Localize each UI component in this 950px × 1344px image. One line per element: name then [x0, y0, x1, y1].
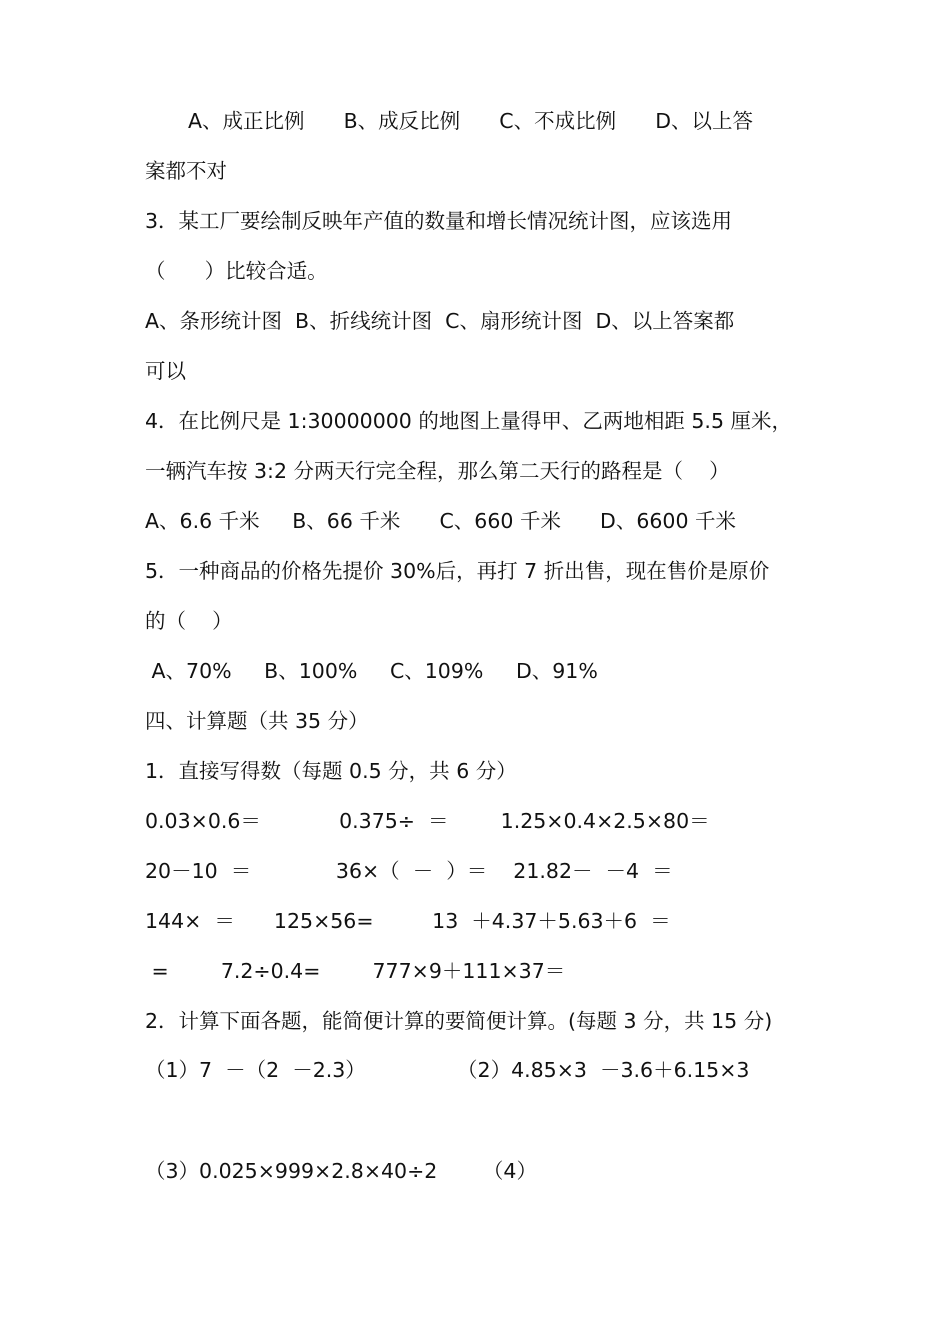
q5-question-continuation: 的（ ）: [145, 609, 233, 633]
calc-q2-heading: 2．计算下面各题，能简便计算的要简便计算。(每题 3 分，共 15 分): [145, 1009, 773, 1033]
q4-options-line: A、6.6 千米 B、66 千米 C、660 千米 D、6600 千米: [145, 509, 737, 533]
q2-options-continuation: 案都不对: [145, 159, 227, 183]
q3-options-line: A、条形统计图 B、折线统计图 C、扇形统计图 D、以上答案都: [145, 309, 735, 333]
q5-options-line: A、70% B、100% C、109% D、91%: [145, 659, 598, 683]
q3-question: 3．某工厂要绘制反映年产值的数量和增长情况统计图，应该选用: [145, 209, 733, 233]
calc-q1-heading: 1．直接写得数（每题 0.5 分，共 6 分）: [145, 759, 517, 783]
q2-options-line: A、成正比例 B、成反比例 C、不成比例 D、以上答: [188, 109, 753, 133]
calc-q2-row-2: （3）0.025×999×2.8×40÷2 （4）: [145, 1159, 537, 1183]
q3-options-continuation: 可以: [145, 359, 186, 383]
q5-question: 5．一种商品的价格先提价 30%后，再打 7 折出售，现在售价是原价: [145, 559, 770, 583]
calc-q2-row-1: （1）7 －（2 －2.3） （2）4.85×3 －3.6＋6.15×3: [145, 1058, 750, 1082]
q4-question: 4．在比例尺是 1:30000000 的地图上量得甲、乙两地相距 5.5 厘米，: [145, 409, 792, 433]
section-heading: 四、计算题（共 35 分）: [145, 709, 369, 733]
calc-row-2: 20－10 ＝ 36×（ － ）＝ 21.82－ －4 ＝: [145, 859, 673, 883]
calc-row-3: 144× ＝ 125×56= 13 ＋4.37＋5.63＋6 ＝: [145, 909, 671, 933]
calc-row-4: = 7.2÷0.4= 777×9＋111×37＝: [145, 959, 566, 983]
calc-row-1: 0.03×0.6＝ 0.375÷ ＝ 1.25×0.4×2.5×80＝: [145, 809, 710, 833]
q4-question-continuation: 一辆汽车按 3:2 分两天行完全程，那么第二天行的路程是（ ）: [145, 459, 730, 483]
q3-question-continuation: （ ）比较合适。: [145, 259, 328, 283]
